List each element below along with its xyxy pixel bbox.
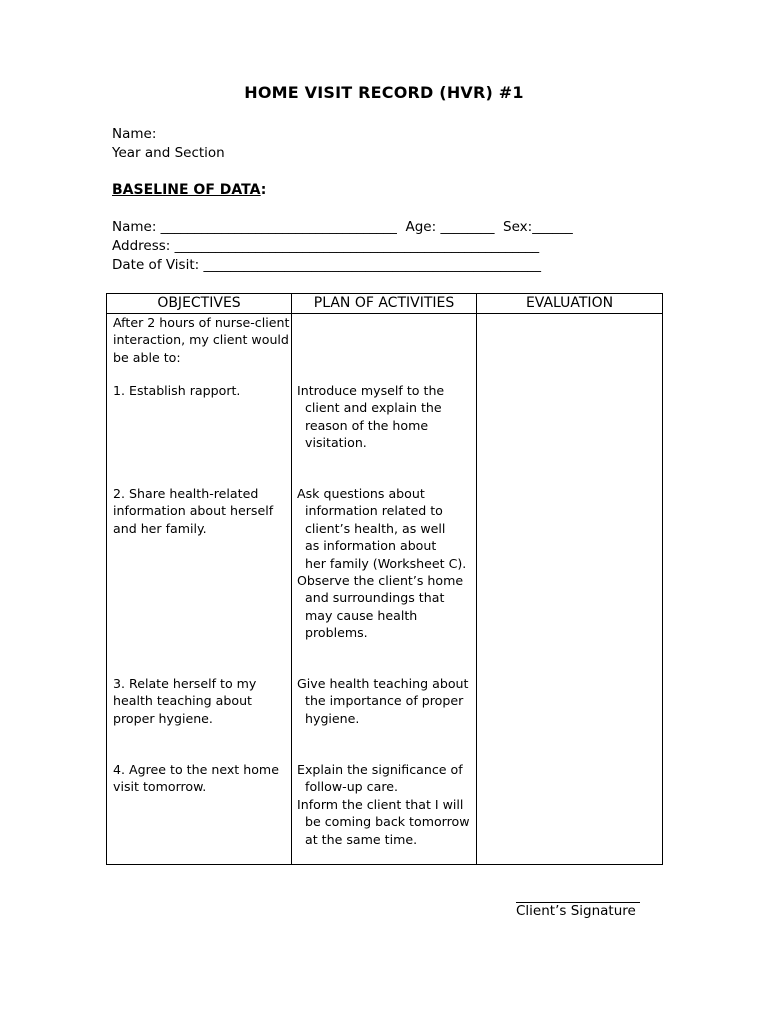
baseline-heading	[112, 182, 266, 198]
baseline-heading-colon: :	[260, 182, 267, 198]
baseline-heading-text: BASELINE OF DATA	[112, 182, 261, 198]
table-border-left	[106, 293, 107, 865]
table-border-bottom	[106, 864, 663, 865]
table-column-divider-2	[476, 293, 477, 865]
header-plan-of-activities: PLAN OF ACTIVITIES	[313, 295, 455, 311]
plan-2: Ask questions about information related to client’s health, as well as information about her family (Worksheet C). Observe the client’s home and surroundings that may cause health problems.	[297, 486, 467, 641]
plan-4: Explain the significance of follow-up care. Inform the client that I will be coming back tomorrow at the same time.	[297, 762, 470, 847]
student-name-label: Name:	[112, 126, 157, 142]
objectives-intro: After 2 hours of nurse-client interaction, my client would be able to:	[113, 315, 290, 365]
objective-1: 1. Establish rapport.	[113, 383, 241, 398]
objective-4: 4. Agree to the next home visit tomorrow.	[113, 762, 279, 795]
objective-2: 2. Share health-related information about herself and her family.	[113, 486, 274, 536]
plan-3: Give health teaching about the importance of proper hygiene.	[297, 676, 469, 726]
header-evaluation: EVALUATION	[525, 295, 614, 311]
plan-1: Introduce myself to the client and explain the reason of the home visitation.	[297, 383, 445, 451]
client-name-age-sex-line: Name: ___________________________________ Age: ________ Sex:______	[112, 219, 573, 235]
date-of-visit-line: Date of Visit: __________________________________________________	[112, 257, 541, 273]
table-column-divider-1	[291, 293, 292, 865]
page-title: HOME VISIT RECORD (HVR) #1	[244, 83, 524, 102]
table-border-right	[662, 293, 663, 865]
year-section-label: Year and Section	[112, 145, 225, 161]
signature-label: Client’s Signature	[516, 903, 636, 919]
objective-3: 3. Relate herself to my health teaching about proper hygiene.	[113, 676, 257, 726]
header-objectives: OBJECTIVES	[157, 295, 241, 311]
client-address-line: Address: ______________________________________________________	[112, 238, 540, 254]
